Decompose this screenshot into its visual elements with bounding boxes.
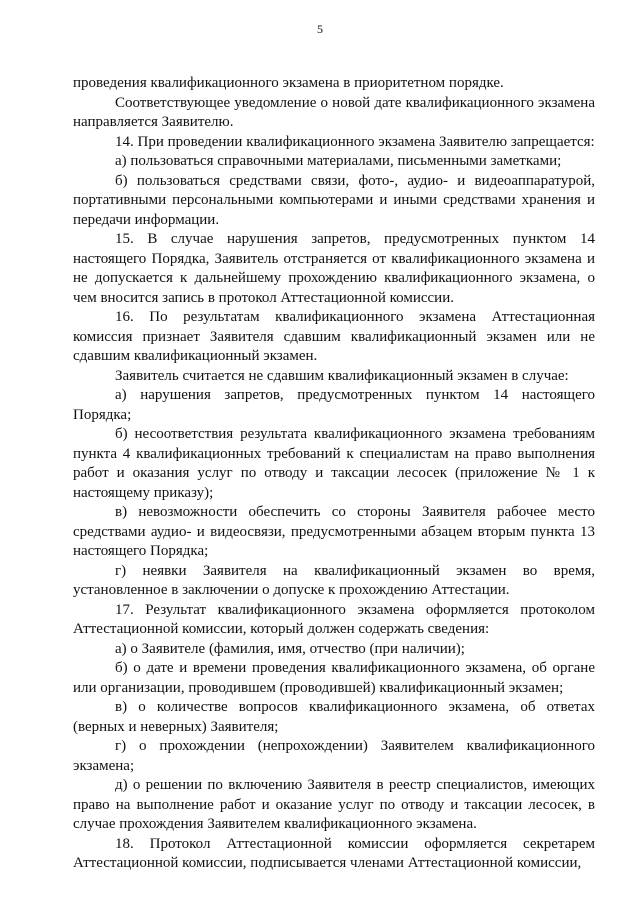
paragraph-17-d: д) о решении по включению Заявителя в реестр специалистов, имеющих право на выполнение работ и оказание услуг по отводу и таксации лесосек, в случае прохождения Заявителем квалификационного экзамена. (73, 777, 595, 832)
paragraph-16-cases: Заявитель считается не сдавшим квалификационный экзамен в случае: (115, 367, 569, 384)
paragraph-16-v: в) невозможности обеспечить со стороны Заявителя рабочее место средствами аудио- и видеосвязи, предусмотренными абзацем вторым пункта 13 настоящего Порядка; (73, 504, 595, 559)
paragraph-16: 16. По результатам квалификационного экзамена Аттестационная комиссия признает Заявителя сдавшим квалификационный экзамен или не сдавшим квалификационный экзамен. (73, 309, 595, 364)
paragraph-14-a: а) пользоваться справочными материалами, письменными заметками; (115, 153, 562, 169)
paragraph-15: 15. В случае нарушения запретов, предусмотренных пунктом 14 настоящего Порядка, Заявитель отстраняется от квалификационного экзамена и не допускается к дальнейшему прохождению квалификационного экзамена, о чем вносится запись в протокол Аттестационной комиссии. (73, 231, 595, 306)
paragraph-16-b: б) несоответствия результата квалификационного экзамена требованиям пункта 4 квалификационных требований к специалистам на право выполнения работ и оказания услуг по отводу и таксации лесосек (приложение № 1 к настоящему приказу); (73, 426, 595, 501)
paragraph-17-g: г) о прохождении (непрохождении) Заявителем квалификационного экзамена; (73, 738, 595, 774)
paragraph-17-v: в) о количестве вопросов квалификационного экзамена, об ответах (верных и неверных) Заявителя; (73, 699, 595, 735)
paragraph-16-a: а) нарушения запретов, предусмотренных пунктом 14 настоящего Порядка; (73, 387, 595, 423)
paragraph-14-b: б) пользоваться средствами связи, фото-, аудио- и видеоаппаратурой, портативными персональными компьютерами и иными средствами хранения и передачи информации. (73, 172, 595, 228)
paragraph-17-a: а) о Заявителе (фамилия, имя, отчество (при наличии); (115, 640, 465, 657)
document-body (73, 74, 595, 874)
paragraph-18: 18. Протокол Аттестационной комиссии оформляется секретарем Аттестационной комиссии, подписывается членами Аттестационной комиссии, (73, 835, 595, 871)
paragraph-14: 14. При проведении квалификационного экзамена Заявителю запрещается: (115, 133, 595, 150)
paragraph-continuation: проведения квалификационного экзамена в приоритетном порядке. (73, 75, 504, 91)
page-number: 5 (317, 22, 323, 36)
paragraph-17-b: б) о дате и времени проведения квалификационного экзамена, об органе или организации, проводившем (проводившей) квалификационный экзамен; (73, 660, 595, 696)
paragraph-17: 17. Результат квалификационного экзамена оформляется протоколом Аттестационной комиссии, который должен содержать сведения: (73, 601, 595, 637)
paragraph-notification: Соответствующее уведомление о новой дате квалификационного экзамена направляется Заявителю. (73, 94, 595, 130)
paragraph-16-g: г) неявки Заявителя на квалификационный экзамен во время, установленное в заключении о допуске к прохождению Аттестации. (73, 562, 595, 598)
